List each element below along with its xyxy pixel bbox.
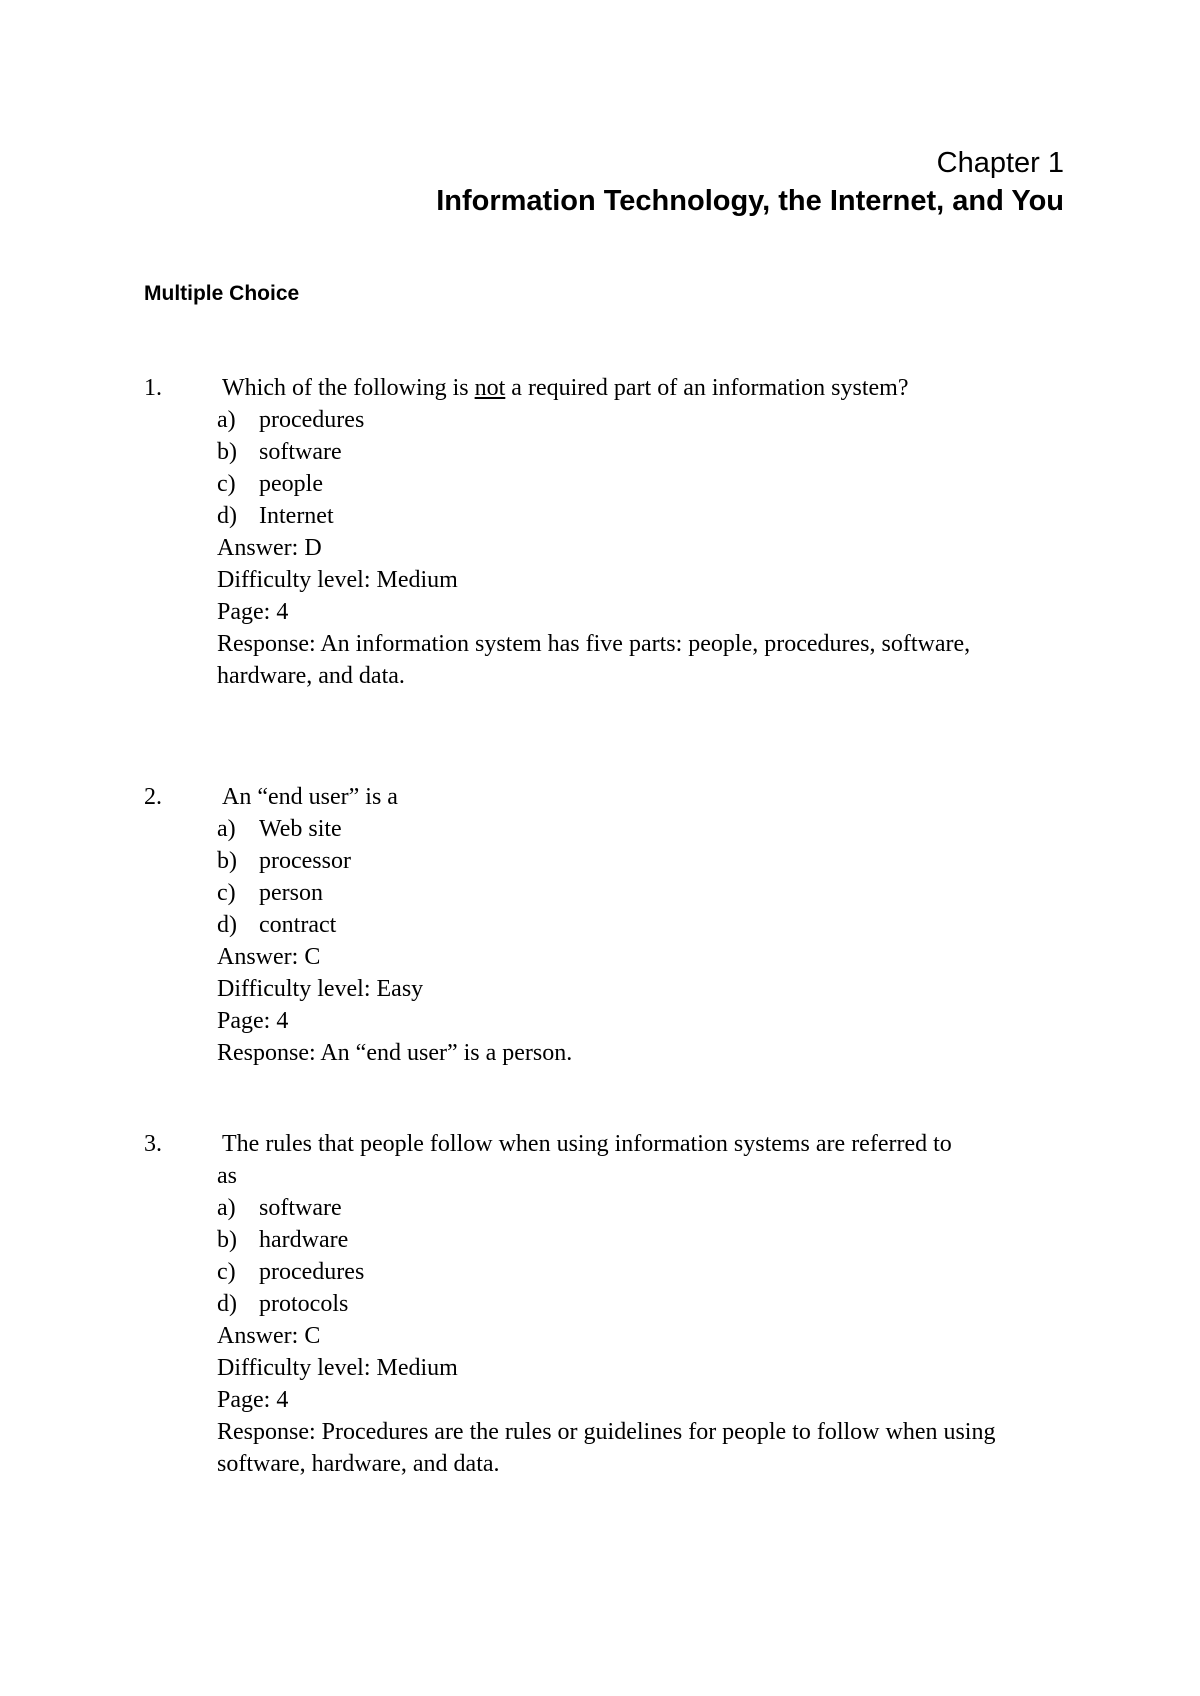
page-line: Page: 4 [217, 1387, 289, 1413]
question-number: 1. [144, 375, 162, 401]
page-line: Page: 4 [217, 599, 289, 625]
option-a [217, 1192, 1064, 1224]
answer-line: Answer: D [217, 535, 322, 561]
option-letter: d) [217, 1291, 237, 1317]
difficulty-line: Difficulty level: Medium [217, 1355, 458, 1381]
option-text: people [259, 471, 323, 497]
answer-line: Answer: C [217, 1323, 321, 1349]
option-text: person [259, 880, 323, 906]
option-text: Web site [259, 816, 342, 842]
option-letter: d) [217, 503, 237, 529]
response-line: Response: Procedures are the rules or guidelines for people to follow when using software, hardware, and data. [217, 1419, 996, 1477]
document-header [436, 144, 1064, 220]
option-text: procedures [259, 407, 365, 433]
question-1 [144, 372, 1064, 692]
question-number: 3. [144, 1131, 162, 1157]
option-letter: b) [217, 1227, 237, 1253]
question-2 [144, 781, 1064, 1069]
option-letter: c) [217, 1259, 236, 1285]
chapter-title: Information Technology, the Internet, and You [436, 185, 1064, 217]
option-text: Internet [259, 503, 334, 529]
option-a [217, 813, 1064, 845]
option-d [217, 500, 1064, 532]
answer-line: Answer: C [217, 944, 321, 970]
question-stem-continued: as [217, 1163, 237, 1189]
response-line: Response: An information system has five parts: people, procedures, software, hardware, and data. [217, 631, 971, 689]
option-c [217, 1256, 1064, 1288]
option-letter: c) [217, 471, 236, 497]
option-text: processor [259, 848, 351, 874]
difficulty-line: Difficulty level: Medium [217, 567, 458, 593]
option-b [217, 436, 1064, 468]
option-letter: a) [217, 1195, 236, 1221]
option-a [217, 404, 1064, 436]
option-text: contract [259, 912, 337, 938]
option-letter: a) [217, 816, 236, 842]
question-stem [222, 372, 1064, 404]
option-text: software [259, 439, 342, 465]
option-c [217, 877, 1064, 909]
stem-text: Which of the following is [222, 375, 475, 401]
option-c [217, 468, 1064, 500]
response-line: Response: An “end user” is a person. [217, 1040, 573, 1066]
option-b [217, 845, 1064, 877]
option-b [217, 1224, 1064, 1256]
question-stem: The rules that people follow when using information systems are referred to [222, 1131, 952, 1157]
question-stem: An “end user” is a [222, 784, 398, 810]
option-letter: c) [217, 880, 236, 906]
stem-text-end: a required part of an information system? [505, 375, 909, 401]
page-line: Page: 4 [217, 1008, 289, 1034]
difficulty-line: Difficulty level: Easy [217, 976, 424, 1002]
option-text: software [259, 1195, 342, 1221]
option-text: hardware [259, 1227, 349, 1253]
option-text: procedures [259, 1259, 365, 1285]
chapter-label: Chapter 1 [936, 147, 1064, 179]
option-letter: d) [217, 912, 237, 938]
question-number: 2. [144, 784, 162, 810]
question-3 [144, 1128, 1064, 1480]
option-d [217, 909, 1064, 941]
option-letter: a) [217, 407, 236, 433]
option-d [217, 1288, 1064, 1320]
section-heading: Multiple Choice [144, 282, 300, 305]
option-letter: b) [217, 848, 237, 874]
stem-emphasis: not [474, 375, 506, 401]
option-letter: b) [217, 439, 237, 465]
option-text: protocols [259, 1291, 349, 1317]
